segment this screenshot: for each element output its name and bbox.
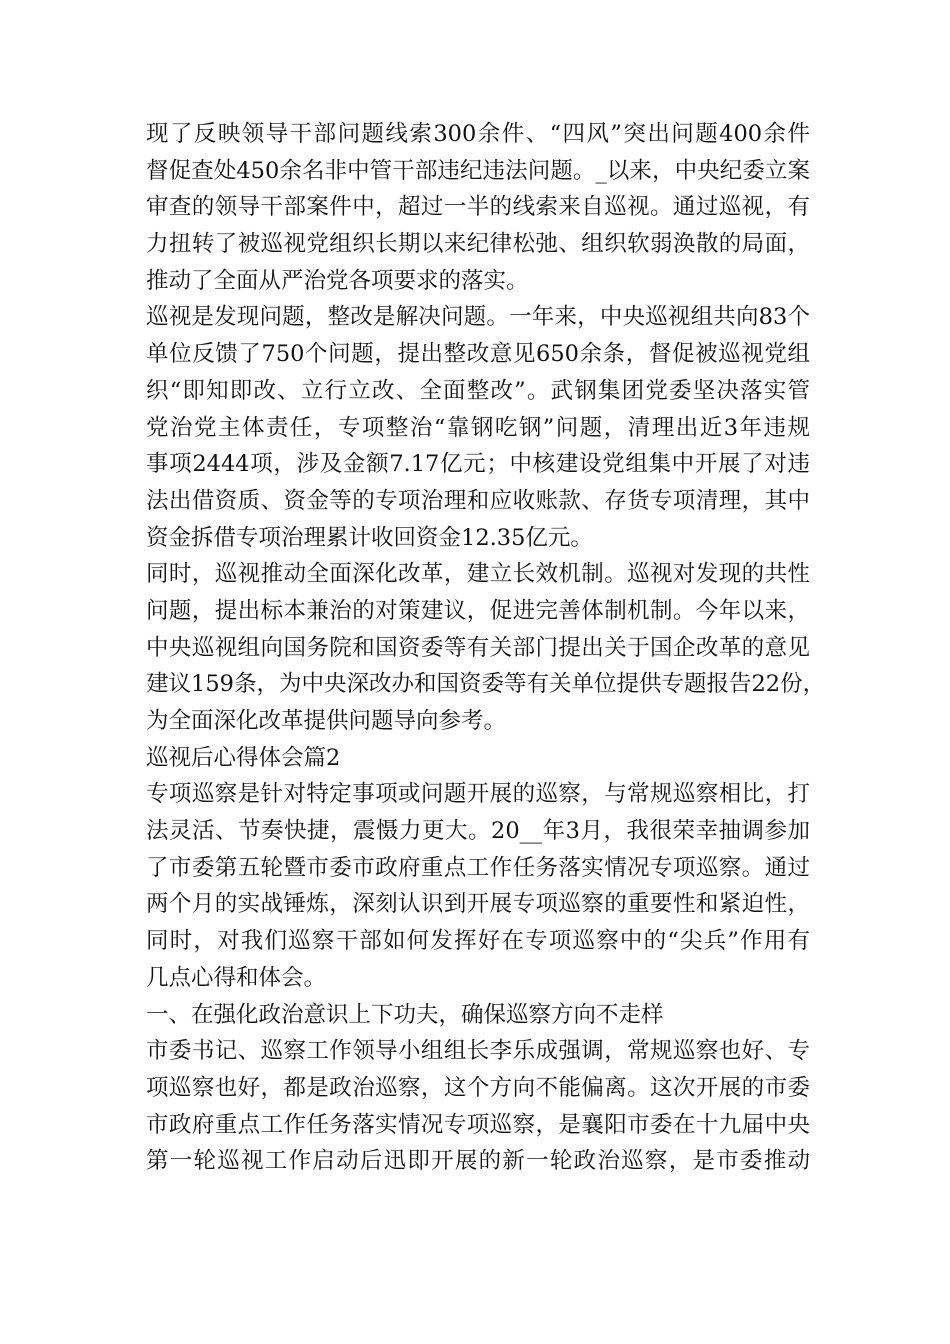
text-line: 审查的领导干部案件中，超过一半的线索来自巡视。通过巡视，有 bbox=[146, 194, 810, 221]
document-body bbox=[146, 116, 826, 1180]
text-line: 法出借资质、资金等的专项治理和应收账款、存货专项清理，其中 bbox=[146, 487, 810, 514]
text-line: 问题，提出标本兼治的对策建议，促进完善体制机制。今年以来， bbox=[146, 597, 810, 624]
text-line: 同时，对我们巡察干部如何发挥好在专项巡察中的“尖兵”作用有 bbox=[146, 928, 810, 955]
text-line: 中央巡视组向国务院和国资委等有关部门提出关于国企改革的意见 bbox=[146, 634, 810, 661]
text-line: 法灵活、节奏快捷，震慑力更大。20__年3月，我很荣幸抽调参加 bbox=[146, 818, 810, 845]
text-line: 督促查处450余名非中管干部违纪违法问题。_以来，中央纪委立案 bbox=[146, 157, 810, 184]
text-line: 资金拆借专项治理累计收回资金12.35亿元。 bbox=[146, 524, 593, 551]
text-line: 同时，巡视推动全面深化改革，建立长效机制。巡视对发现的共性 bbox=[146, 561, 810, 588]
text-line: 力扭转了被巡视党组织长期以来纪律松弛、组织软弱涣散的局面， bbox=[146, 231, 810, 258]
text-line: 事项2444项，涉及金额7.17亿元；中核建设党组集中开展了对违 bbox=[146, 451, 810, 478]
text-line: 项巡察也好，都是政治巡察，这个方向不能偏离。这次开展的市委 bbox=[146, 1074, 810, 1101]
text-line: 第一轮巡视工作启动后迅即开展的新一轮政治巡察，是市委推动 bbox=[146, 1148, 810, 1175]
text-line: 推动了全面从严治党各项要求的落实。 bbox=[146, 267, 529, 294]
text-line: 织“即知即改、立行立改、全面整改”。武钢集团党委坚决落实管 bbox=[146, 377, 810, 404]
text-line: 巡视是发现问题，整改是解决问题。一年来，中央巡视组共向83个 bbox=[146, 304, 810, 331]
text-line: 现了反映领导干部问题线索300余件、“四风”突出问题400余件 bbox=[146, 121, 810, 147]
text-line: 为全面深化改革提供问题导向参考。 bbox=[146, 708, 507, 734]
text-line: 党治党主体责任，专项整治“靠钢吃钢”问题，清理出近3年违规 bbox=[146, 414, 810, 441]
text-line: 市政府重点工作任务落实情况专项巡察，是襄阳市委在十九届中央 bbox=[146, 1111, 810, 1138]
text-line: 了市委第五轮暨市委市政府重点工作任务落实情况专项巡察。通过 bbox=[146, 854, 810, 881]
text-line: 几点心得和体会。 bbox=[146, 964, 327, 991]
text-line: 两个月的实战锤炼，深刻认识到开展专项巡察的重要性和紧迫性， bbox=[146, 891, 810, 918]
text-line: 单位反馈了750个问题，提出整改意见650余条，督促被巡视党组 bbox=[146, 341, 810, 368]
text-line: 专项巡察是针对特定事项或问题开展的巡察，与常规巡察相比，打 bbox=[146, 781, 810, 808]
text-line: 建议159条，为中央深改办和国资委等有关单位提供专题报告22份， bbox=[146, 671, 826, 698]
section-heading: 巡视后心得体会篇2 bbox=[146, 744, 341, 771]
subsection-heading: 一、在强化政治意识上下功夫，确保巡察方向不走样 bbox=[146, 1001, 664, 1028]
text-line: 市委书记、巡察工作领导小组组长李乐成强调，常规巡察也好、专 bbox=[146, 1038, 810, 1065]
